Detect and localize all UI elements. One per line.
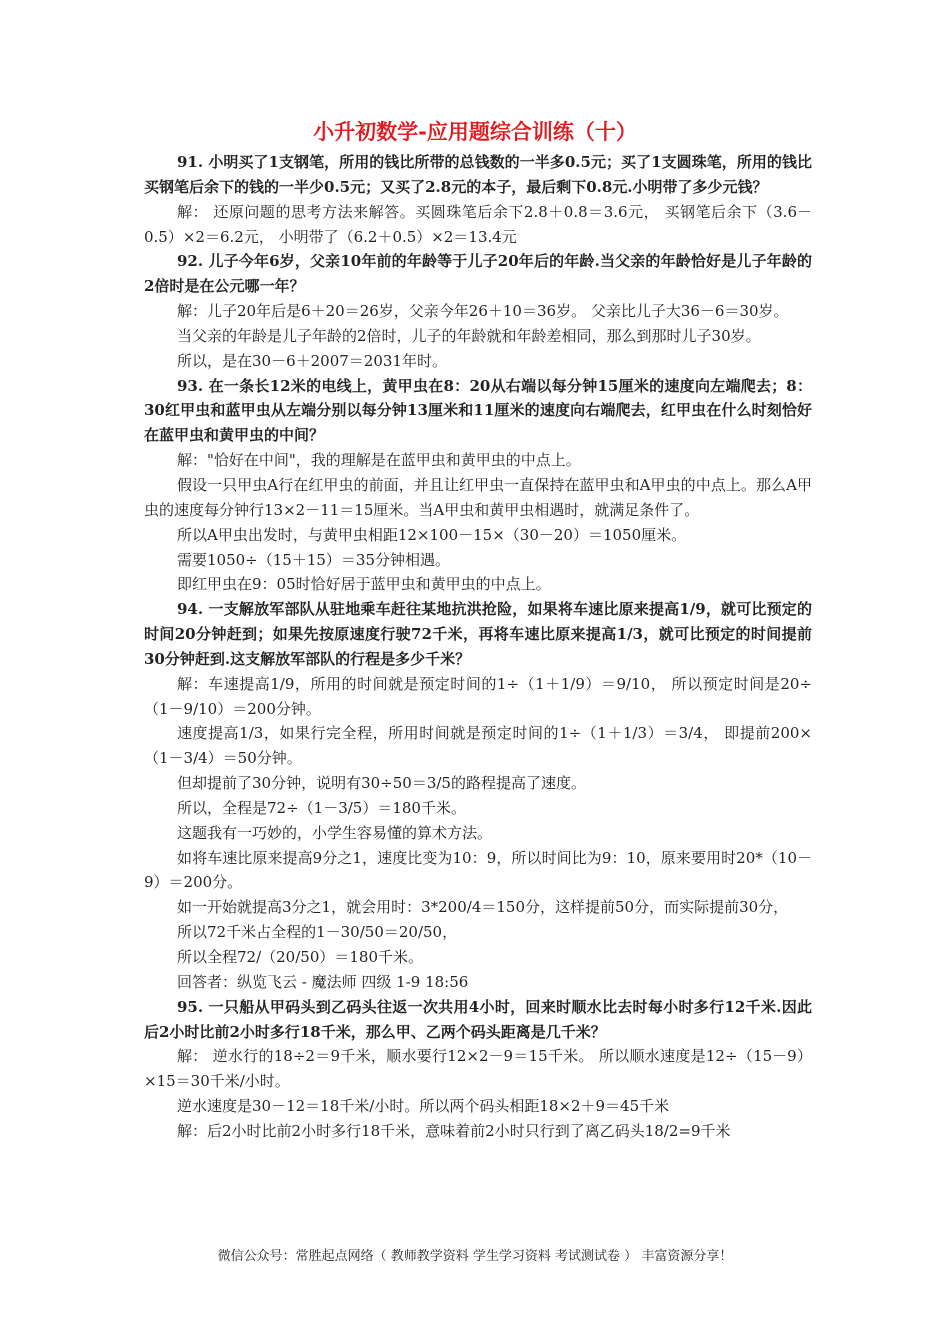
answer-paragraph: 解：后2小时比前2小时多行18千米，意味着前2小时只行到了离乙码头18/2=9千米 <box>177 1121 731 1140</box>
question-94: 94. 一支解放军部队从驻地乘车赶往某地抗洪抢险，如果将车速比原来提高1/9，就可比预定的时间20分钟赶到；如果先按原速度行驶72千米，再将车速比原来提高1/3，就可比预定的时间提前30分钟赶到.这支解放军部队的行程是多少千米？ <box>144 600 812 668</box>
answerer-line: 回答者：纵览飞云 - 魔法师 四级 1-9 18:56 <box>177 972 469 991</box>
answer-paragraph: 即红甲虫在9：05时恰好居于蓝甲虫和黄甲虫的中点上。 <box>177 575 551 594</box>
answer-paragraph: 所以全程72/（20/50）＝180千米。 <box>177 948 423 966</box>
answer-paragraph: 逆水速度是30－12＝18千米/小时。所以两个码头相距18×2＋9＝45千米 <box>177 1097 670 1116</box>
answer-paragraph: 这题我有一巧妙的，小学生容易懂的算术方法。 <box>177 823 493 842</box>
answer-paragraph: 所以，全程是72÷（1－3/5）＝180千米。 <box>177 798 466 817</box>
answer-paragraph: 解：车速提高1/9，所用的时间就是预定时间的1÷（1＋1/9）＝9/10， 所以预定时间是20÷（1－9/10）＝200分钟。 <box>144 674 812 718</box>
question-93: 93. 在一条长12米的电线上，黄甲虫在8：20从右端以每分钟15厘米的速度向左端爬去；8：30红甲虫和蓝甲虫从左端分别以每分钟13厘米和11厘米的速度向右端爬去，红甲虫在什么时刻恰好在蓝甲虫和黄甲虫的中间？ <box>144 376 812 445</box>
answer-paragraph: 解："恰好在中间"，我的理解是在蓝甲虫和黄甲虫的中点上。 <box>177 451 581 470</box>
document-body <box>144 150 812 1144</box>
question-92: 92. 儿子今年6岁，父亲10年前的年龄等于儿子20年后的年龄.当父亲的年龄恰好是儿子年龄的2倍时是在公元哪一年？ <box>144 252 812 296</box>
answer-paragraph: 假设一只甲虫A行在红甲虫的前面，并且让红甲虫一直保持在蓝甲虫和A甲虫的中点上。那么A甲虫的速度每分钟行13×2－11＝15厘米。当A甲虫和黄甲虫相遇时，就满足条件了。 <box>144 475 812 519</box>
answer-paragraph: 但却提前了30分钟，说明有30÷50＝3/5的路程提高了速度。 <box>177 774 586 793</box>
answer-paragraph: 所以A甲虫出发时，与黄甲虫相距12×100－15×（30－20）＝1050厘米。 <box>177 525 687 544</box>
answer-paragraph: 解：儿子20年后是6＋20＝26岁，父亲今年26＋10＝36岁。 父亲比儿子大36－6＝30岁。 <box>177 302 789 321</box>
answer-paragraph: 解： 还原问题的思考方法来解答。买圆珠笔后余下2.8＋0.8＝3.6元， 买钢笔后余下（3.6－0.5）×2＝6.2元， 小明带了（6.2＋0.5）×2＝13.4元 <box>144 202 812 246</box>
answer-paragraph: 所以，是在30－6＋2007＝2031年时。 <box>177 351 447 370</box>
answer-paragraph: 当父亲的年龄是儿子年龄的2倍时，儿子的年龄就和年龄差相同，那么到那时儿子30岁。 <box>177 326 761 345</box>
question-95: 95. 一只船从甲码头到乙码头往返一次共用4小时，回来时顺水比去时每小时多行12千米.因此后2小时比前2小时多行18千米，那么甲、乙两个码头距离是几千米？ <box>144 997 812 1041</box>
answer-paragraph: 如将车速比原来提高9分之1，速度比变为10：9，所以时间比为9：10，原来要用时20*（10－9）＝200分。 <box>144 848 812 892</box>
answer-paragraph: 速度提高1/3，如果行完全程，所用时间就是预定时间的1÷（1＋1/3）＝3/4， 即提前200×（1－3/4）＝50分钟。 <box>144 724 812 768</box>
answer-paragraph: 解： 逆水行的18÷2＝9千米，顺水要行12×2－9＝15千米。 所以顺水速度是12÷（15－9）×15＝30千米/小时。 <box>144 1047 812 1091</box>
answer-paragraph: 需要1050÷（15＋15）＝35分钟相遇。 <box>177 550 451 569</box>
question-91: 91. 小明买了1支钢笔，所用的钱比所带的总钱数的一半多0.5元；买了1支圆珠笔，所用的钱比买钢笔后余下的钱的一半少0.5元；又买了2.8元的本子，最后剩下0.8元.小明带了多少元钱？ <box>144 153 812 196</box>
document-title: 小升初数学-应用题综合训练（十） <box>313 120 637 144</box>
answer-paragraph: 所以72千米占全程的1－30/50＝20/50， <box>177 923 458 942</box>
answer-paragraph: 如一开始就提高3分之1，就会用时：3*200/4＝150分，这样提前50分，而实际提前30分， <box>177 898 789 917</box>
page-footer: 微信公众号：常胜起点网络（ 教师教学资料 学生学习资料 考试测试卷 ） 丰富资源分享！ <box>217 1249 733 1264</box>
